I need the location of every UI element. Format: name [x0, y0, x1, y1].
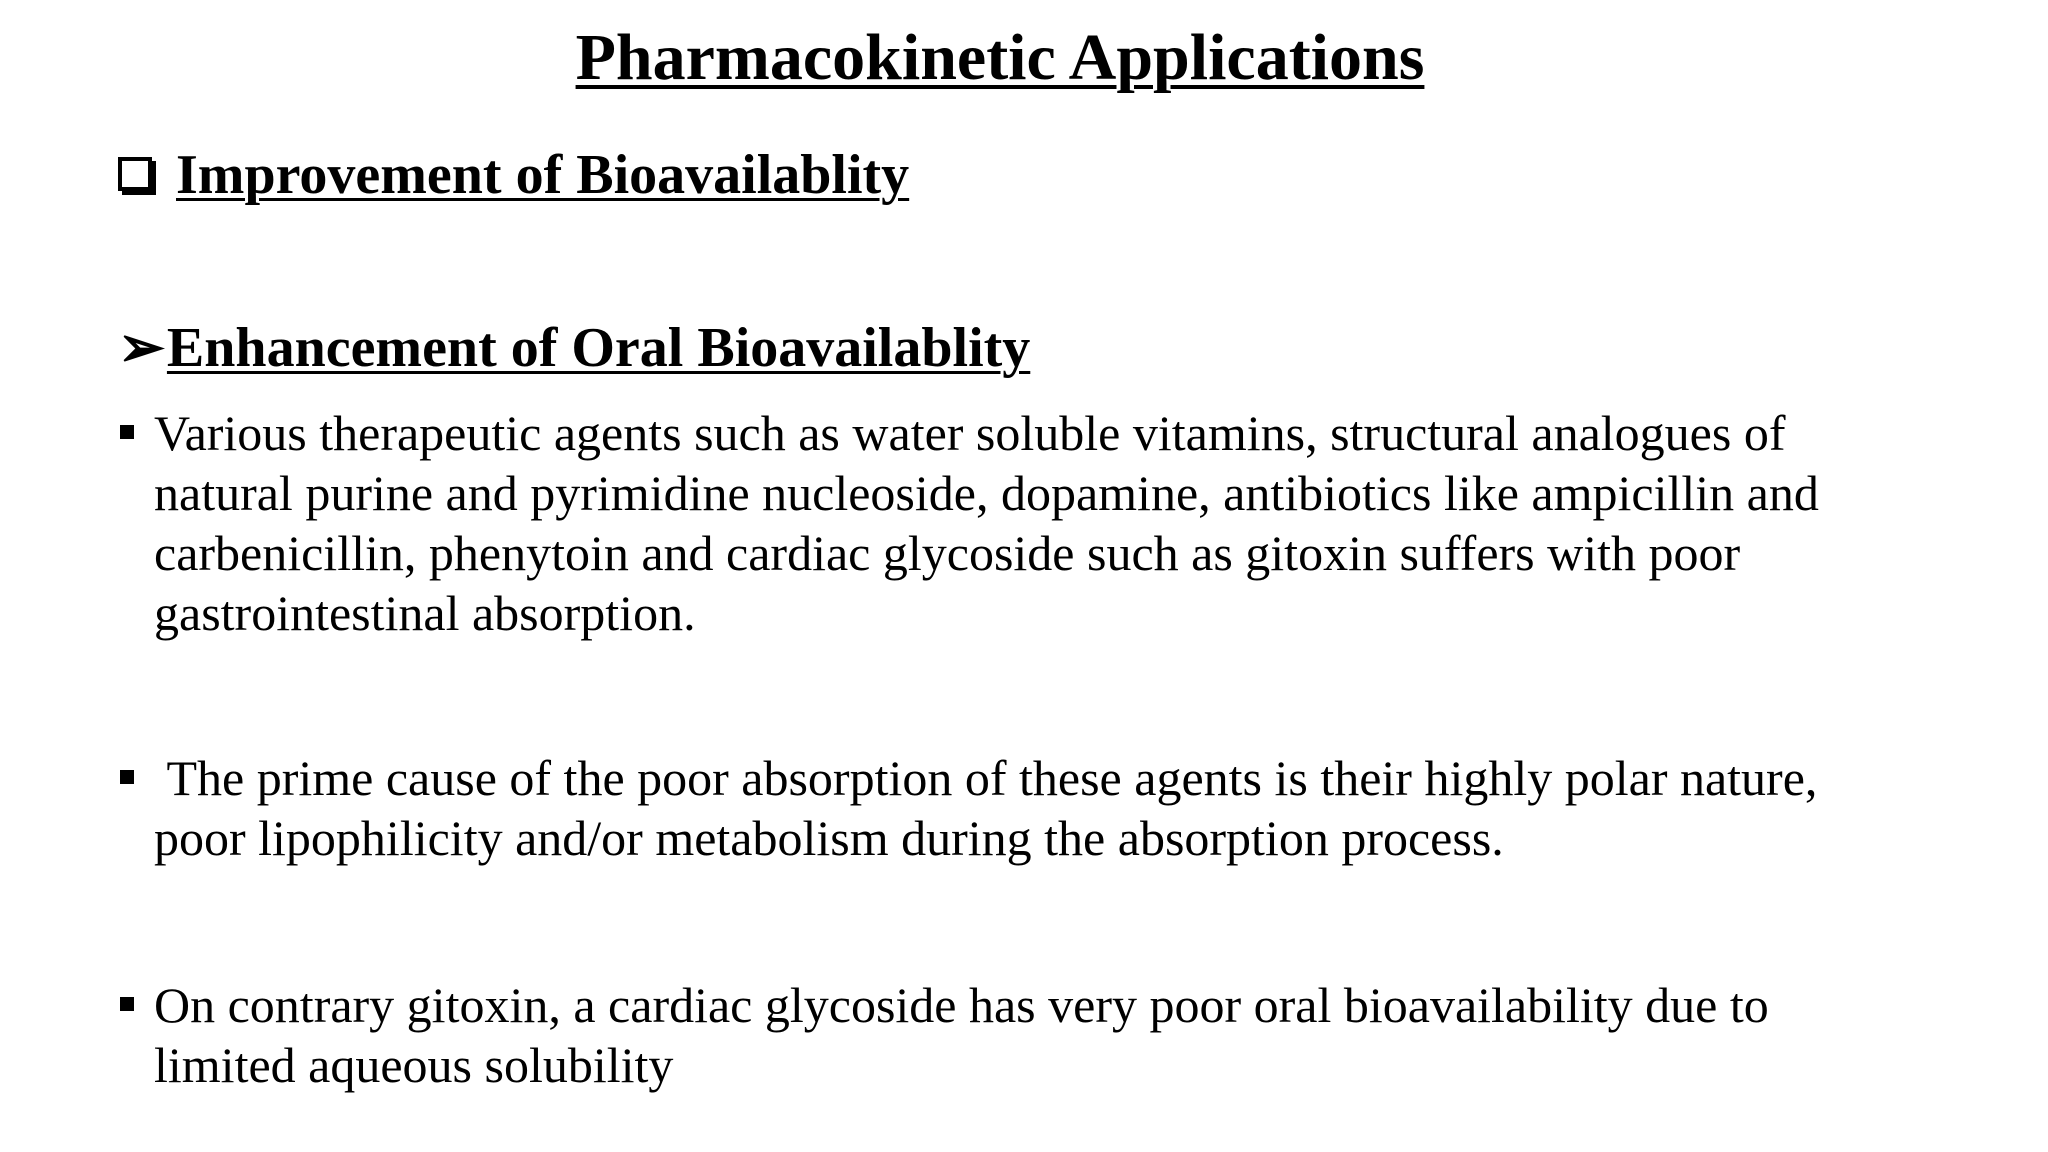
section-heading-label: Improvement of Bioavailablity	[176, 144, 910, 206]
checkbox-bullet-icon	[118, 157, 152, 191]
section-heading	[118, 140, 909, 210]
bullet-text: Various therapeutic agents such as water soluble vitamins, structural analogues of natural purine and pyrimidine nucleoside, dopamine, antibiotics like ampicillin and carbenicillin, phenytoin and cardiac glycoside such as gitoxin suffers with poor gastrointestinal absorption.	[154, 405, 1819, 641]
square-bullet-icon	[120, 425, 134, 439]
sub-heading	[118, 313, 1030, 383]
arrow-bullet-icon: ➢	[118, 317, 165, 379]
sub-heading-label: Enhancement of Oral Bioavailablity	[166, 317, 1031, 379]
slide-title: Pharmacokinetic Applications	[575, 21, 1425, 94]
square-bullet-icon	[120, 770, 134, 784]
bullet-item	[120, 403, 1900, 643]
bullet-item	[120, 748, 1900, 868]
bullet-text: The prime cause of the poor absorption of these agents is their highly polar nature, poor lipophilicity and/or metabolism during the absorption process.	[154, 750, 1830, 866]
bullet-item	[120, 975, 1900, 1095]
bullet-text: On contrary gitoxin, a cardiac glycoside has very poor oral bioavailability due to limited aqueous solubility	[154, 977, 1769, 1093]
square-bullet-icon	[120, 997, 134, 1011]
